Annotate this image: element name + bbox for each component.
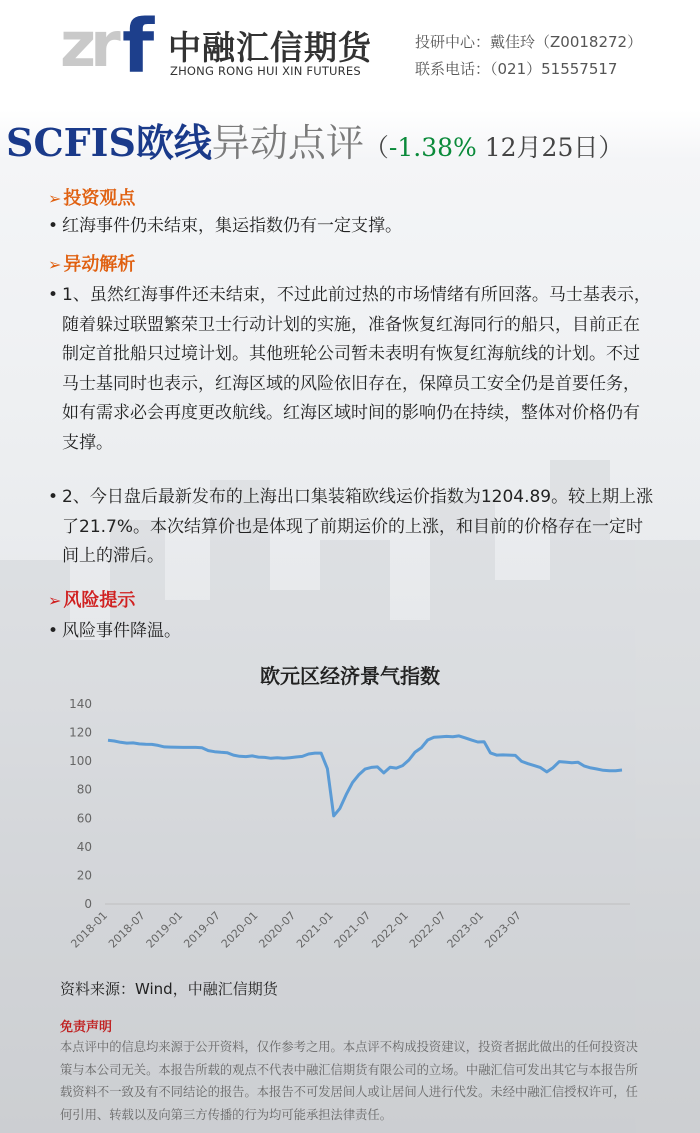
title-paren-open: （ <box>363 133 389 162</box>
company-name-cn: 中融汇信期货 <box>168 28 372 67</box>
title-date: 12月25日） <box>476 133 624 162</box>
analysis-text-2: 2、今日盘后最新发布的上海出口集装箱欧线运价指数为1204.89。较上期上涨了21.7%。本次结算价也是体现了前期运价的上涨，和目前的价格存在一定时间上的滞后。 <box>62 487 654 566</box>
y-tick-label: 0 <box>84 897 92 911</box>
section-title: 风险提示 <box>63 590 136 611</box>
analysis-text-1: 1、虽然红海事件还未结束，不过此前过热的市场情绪有所回落。马士基表示，随着躲过联盟繁荣卫士行动计划的实施，准备恢复红海同行的船只，目前正在制定首批船只过境计划。其他班轮公司暂未表明有恢复红海航线的计划。不过马士基同时也表示，红海区域的风险依旧存在，保障员工安全仍是首要任务，如有需求必会再度更改航线。红海区域时间的影响仍在持续，整体对价格仍有支撑。 <box>62 285 651 453</box>
arrow-icon: ➢ <box>48 255 62 274</box>
chart-title: 欧元区经济景气指数 <box>260 664 440 688</box>
data-source: 资料来源：Wind，中融汇信期货 <box>60 980 278 998</box>
x-tick-label: 2020-07 <box>256 908 299 951</box>
y-tick-label: 100 <box>69 754 92 769</box>
bullet-icon: • <box>48 621 59 641</box>
x-tick-label: 2020-01 <box>218 908 261 951</box>
x-tick-label: 2018-07 <box>106 908 148 951</box>
analysis-paragraph-2 <box>48 483 654 572</box>
y-tick-label: 80 <box>76 782 92 797</box>
company-logo-mark: zr <box>60 8 115 81</box>
y-tick-label: 60 <box>76 811 92 826</box>
chart <box>60 650 640 980</box>
title-main: SCFIS欧线 <box>6 120 212 165</box>
page-title <box>6 112 623 167</box>
bullet-icon: • <box>48 216 59 236</box>
section-risk <box>48 586 135 612</box>
x-tick-label: 2019-01 <box>143 908 186 951</box>
risk-bullet <box>48 617 654 647</box>
chart-plot <box>60 650 640 980</box>
section-investment-view <box>48 184 135 210</box>
disclaimer-text: 本点评中的信息均来源于公开资料，仅作参考之用。本点评不构成投资建议，投资者据此做出的任何投资决策与本公司无关。本报告所载的观点不代表中融汇信期货有限公司的立场。中融汇信可发出其它与本报告所载资料不一致及有不同结论的报告。本报告不可发居间人或让居间人进行代发。未经中融汇信授权许可，任何引用、转载以及向第三方传播的行为均可能承担法律责任。 <box>60 1040 638 1122</box>
section-title: 异动解析 <box>63 254 136 275</box>
header <box>0 0 700 105</box>
section-title: 投资观点 <box>63 188 136 209</box>
x-tick-label: 2018-01 <box>68 908 111 951</box>
title-change: -1.38% <box>388 133 477 162</box>
x-tick-label: 2022-07 <box>406 908 449 951</box>
view-text: 红海事件仍未结束，集运指数仍有一定支撑。 <box>62 216 402 236</box>
x-tick-label: 2023-01 <box>444 908 487 951</box>
x-tick-label: 2023-07 <box>482 908 524 951</box>
x-tick-label: 2021-01 <box>294 908 336 951</box>
x-tick-label: 2021-07 <box>331 908 374 951</box>
analysis-paragraph-1 <box>48 281 654 458</box>
y-tick-label: 20 <box>76 868 92 883</box>
disclaimer-title: 免责声明 <box>60 1020 113 1035</box>
x-tick-label: 2022-01 <box>369 908 411 951</box>
view-bullet <box>48 212 654 242</box>
y-tick-label: 120 <box>69 725 92 740</box>
bullet-icon: • <box>48 285 59 305</box>
section-analysis <box>48 250 135 276</box>
title-sub: 异动点评 <box>211 121 364 165</box>
company-name-en: ZHONG RONG HUI XIN FUTURES <box>170 64 361 78</box>
arrow-icon: ➢ <box>48 591 62 610</box>
phone-contact: 联系电话：（021）51557517 <box>415 60 618 78</box>
bullet-icon: • <box>48 487 59 507</box>
y-tick-label: 140 <box>69 697 92 711</box>
risk-text: 风险事件降温。 <box>62 621 181 641</box>
arrow-icon: ➢ <box>48 189 62 208</box>
company-logo-mark-f: f <box>122 4 155 90</box>
series-line <box>108 736 622 816</box>
y-tick-label: 40 <box>76 839 92 854</box>
x-tick-label: 2019-07 <box>181 908 223 951</box>
analyst-contact: 投研中心：戴佳玲（Z0018272） <box>415 33 643 51</box>
